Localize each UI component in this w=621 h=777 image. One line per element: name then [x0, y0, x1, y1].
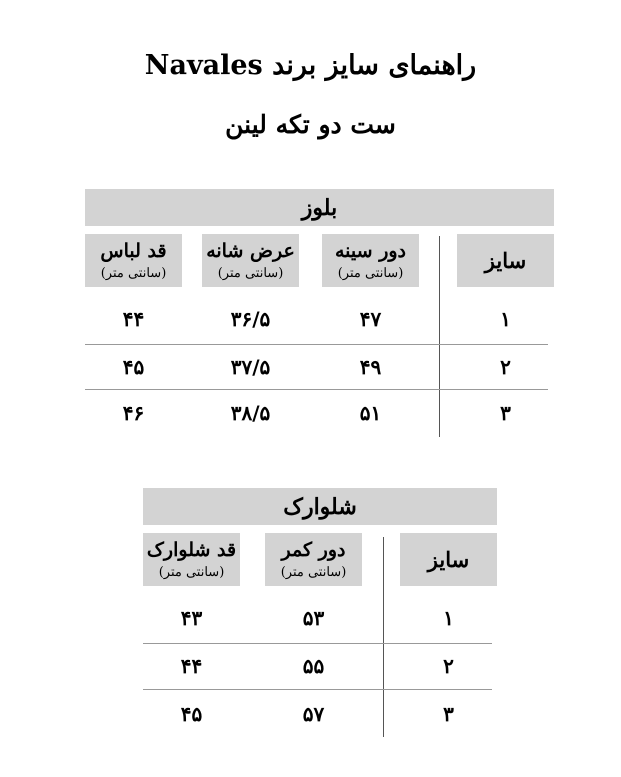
pants-size-cell: ۳ [443, 702, 454, 726]
blouse-shoulder-cell: ۳۸/۵ [230, 401, 271, 425]
pants-heading: شلوارک [143, 488, 497, 525]
pants-size-header [400, 533, 497, 586]
pants-waist-unit: (سانتی متر) [280, 564, 347, 580]
pants-waist-header [265, 533, 362, 586]
blouse-bust-header-label: دور سینه [335, 239, 406, 262]
blouse-size-cell: ۱ [500, 307, 511, 331]
pants-length-header [143, 533, 240, 586]
blouse-heading: بلوز [85, 189, 554, 226]
blouse-bust-cell: ۴۷ [359, 307, 382, 331]
blouse-size-cell: ۲ [500, 355, 511, 379]
blouse-shoulder-unit: (سانتی متر) [217, 265, 284, 281]
blouse-shoulder-cell: ۳۷/۵ [230, 355, 271, 379]
blouse-shoulder-cell: ۳۶/۵ [230, 307, 271, 331]
pants-column-divider [383, 537, 384, 737]
pants-row-divider [143, 689, 492, 690]
pants-waist-header-label: دور کمر [281, 538, 346, 561]
blouse-size-cell: ۳ [500, 401, 511, 425]
page-subtitle: ست دو تکه لینن [225, 110, 396, 139]
pants-length-header-label: قد شلوارک [146, 538, 237, 561]
pants-length-cell: ۴۵ [180, 702, 203, 726]
pants-length-cell: ۴۴ [180, 654, 203, 678]
blouse-shoulder-header-label: عرض شانه [206, 239, 295, 262]
pants-length-cell: ۴۳ [180, 606, 203, 630]
blouse-bust-cell: ۴۹ [359, 355, 382, 379]
blouse-bust-unit: (سانتی متر) [337, 265, 404, 281]
pants-waist-cell: ۵۳ [302, 606, 325, 630]
page-title: راهنمای سایز برند Navales [144, 50, 477, 81]
pants-size-header-label: سایز [427, 546, 470, 572]
pants-waist-cell: ۵۵ [302, 654, 325, 678]
blouse-length-cell: ۴۴ [122, 307, 145, 331]
blouse-length-unit: (سانتی متر) [100, 265, 167, 281]
blouse-bust-cell: ۵۱ [359, 401, 382, 425]
blouse-length-cell: ۴۵ [122, 355, 145, 379]
pants-waist-cell: ۵۷ [302, 702, 325, 726]
pants-size-cell: ۱ [443, 606, 454, 630]
pants-length-unit: (سانتی متر) [158, 564, 225, 580]
blouse-size-header-label: سایز [484, 247, 527, 273]
pants-size-cell: ۲ [443, 654, 454, 678]
blouse-length-header-label: قد لباس [100, 239, 167, 262]
blouse-length-cell: ۴۶ [122, 401, 145, 425]
